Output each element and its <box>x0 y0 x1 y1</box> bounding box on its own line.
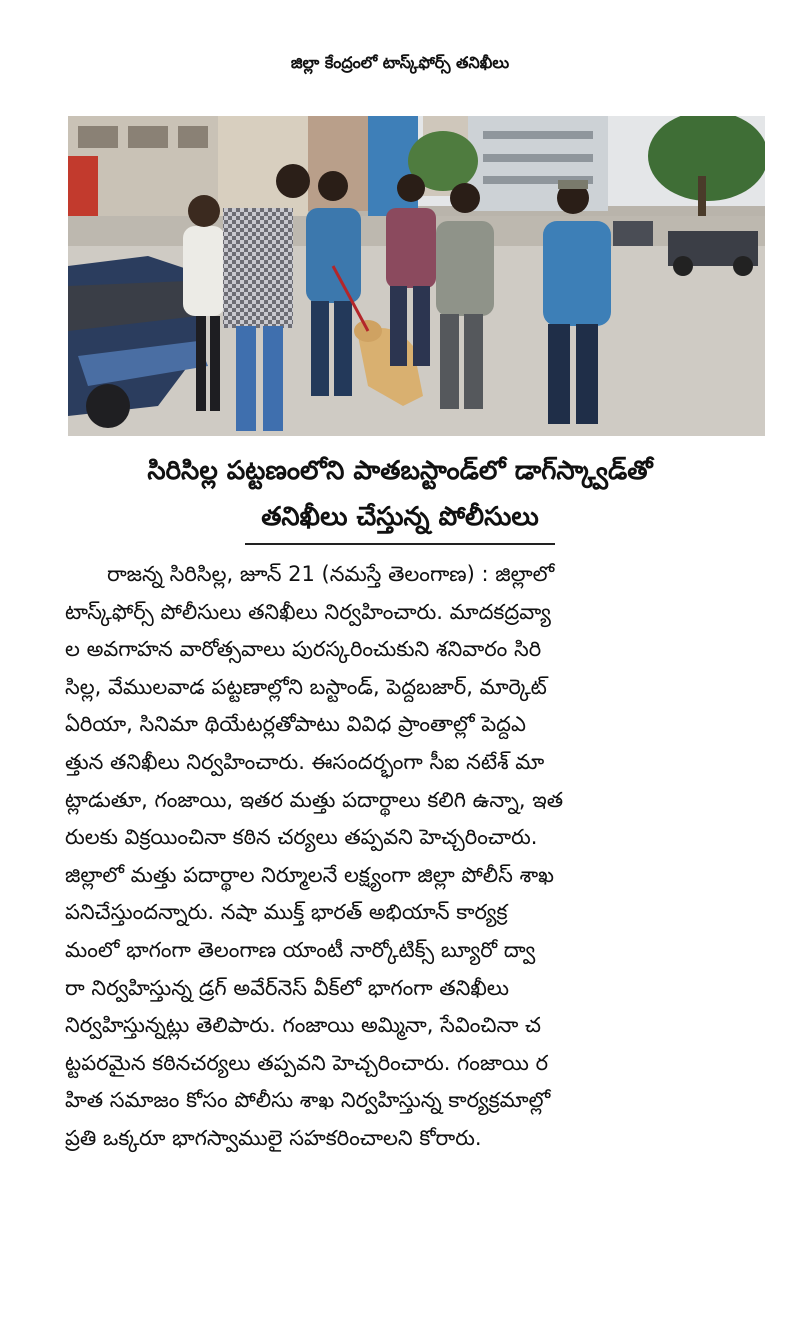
body-line: హిత సమాజం కోసం పోలీసు శాఖ నిర్వహిస్తున్న కార్యక్రమాల్లో <box>65 1088 551 1113</box>
article-body <box>65 556 765 1158</box>
headline: జిల్లా కేంద్రంలో టాస్క్‌ఫోర్స్ తనిఖీలు <box>290 53 510 72</box>
body-line: సిల్ల, వేములవాడ పట్టణాల్లోని బస్టాండ్, పెద్దబజార్, మార్కెట్ <box>65 674 547 699</box>
body-line: ఏరియా, సినిమా థియేటర్లతోపాటు వివిధ ప్రాంతాల్లో పెద్దఎ <box>65 712 526 737</box>
body-line: మంలో భాగంగా తెలంగాణ యాంటీ నార్కోటిక్స్ బ్యూరో ద్వా <box>65 937 536 962</box>
body-line: టాస్క్‌ఫోర్స్ పోలీసులు తనిఖీలు నిర్వహించారు. మాదకద్రవ్యా <box>65 599 551 624</box>
caption-line-1: సిరిసిల్ల పట్టణంలోని పాతబస్టాండ్‌లో డాగ్‌స్క్వాడ్‌తో <box>147 456 653 486</box>
body-line: ప్రతి ఒక్కరూ భాగస్వాములై సహకరించాలని కోరారు. <box>65 1125 482 1150</box>
body-line: ల అవగాహన వారోత్సవాలు పురస్కరించుకుని శనివారం సిరి <box>65 637 542 662</box>
news-photo <box>68 116 765 436</box>
body-line: త్తున తనిఖీలు నిర్వహించారు. ఈసందర్భంగా సీఐ నటేశ్ మా <box>65 749 545 774</box>
caption-divider <box>245 543 555 545</box>
body-line: ట్లాడుతూ, గంజాయి, ఇతర మత్తు పదార్థాలు కలిగి ఉన్నా, ఇత <box>65 787 564 812</box>
body-line: ట్టపరమైన కఠినచర్యలు తప్పవని హెచ్చరించారు. గంజాయి ర <box>65 1050 549 1075</box>
body-line: జిల్లాలో మత్తు పదార్థాల నిర్మూలనే లక్ష్యంగా జిల్లా పోలీస్ శాఖ <box>65 862 554 887</box>
body-line: పనిచేస్తుందన్నారు. నషా ముక్త్ భారత్ అభియాన్ కార్యక్ర <box>65 900 508 925</box>
news-photo-illustration <box>68 116 765 436</box>
body-line: రాజన్న సిరిసిల్ల, జూన్ 21 (నమస్తే తెలంగాణ) : జిల్లాలో <box>107 562 555 586</box>
body-line: రులకు విక్రయించినా కఠిన చర్యలు తప్పవని హెచ్చరించారు. <box>65 825 538 850</box>
body-line: నిర్వహిస్తున్నట్లు తెలిపారు. గంజాయి అమ్మినా, సేవించినా చ <box>65 1013 541 1038</box>
body-line: రా నిర్వహిస్తున్న డ్రగ్ అవేర్‌నెస్ వీక్‌లో భాగంగా తనిఖీలు <box>65 975 509 1000</box>
caption-line-2: తనిఖీలు చేస్తున్న పోలీసులు <box>261 502 539 532</box>
photo-caption <box>60 448 740 540</box>
